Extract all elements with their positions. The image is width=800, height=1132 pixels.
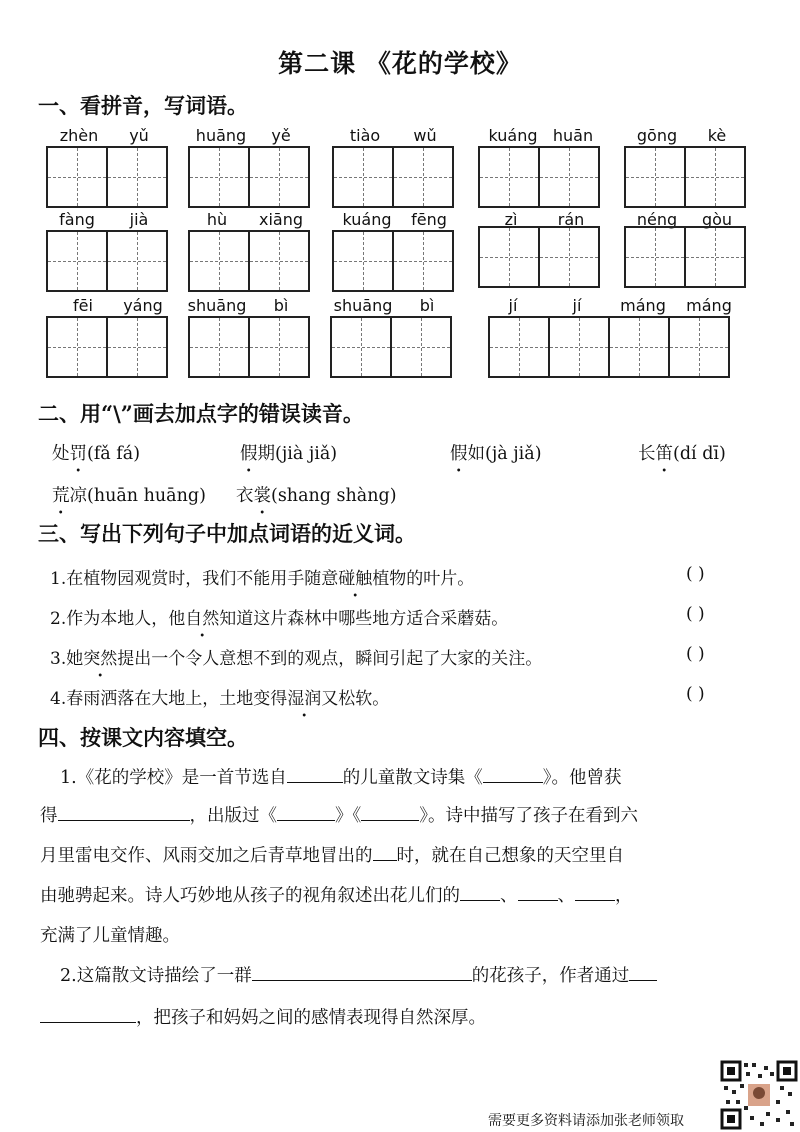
writing-grid[interactable] [332,146,452,208]
writing-grid[interactable] [624,226,744,288]
answer-parentheses[interactable]: ( ) [686,684,705,704]
writing-grid[interactable] [332,230,452,292]
pinyin: gōng [636,126,678,145]
writing-grid[interactable] [46,146,166,208]
pinyin: kuáng [342,210,392,229]
pinyin: wǔ [413,126,437,145]
blank[interactable] [460,882,500,901]
section-4-heading: 四、按课文内容填空。 [38,725,248,750]
pinyin: fàng [59,210,95,229]
fill-line: 充满了儿童情趣。 [40,926,180,946]
pinyin: rán [557,210,585,229]
pinyin: yáng [123,296,163,315]
pronunciation-item: 假期(jià jiǎ) [240,444,338,464]
fill-line: 得 ，出版过《 》《 》。诗中描写了孩子在看到六 [40,796,638,836]
pinyin: kuáng [488,126,538,145]
pinyin: fēng [411,210,447,229]
pinyin: huān [552,126,594,145]
answer-parentheses[interactable]: ( ) [686,644,705,664]
fill-line: ，把孩子和妈妈之间的感情表现得自然深厚。 [40,998,486,1038]
blank[interactable] [287,764,343,783]
pinyin: kè [707,126,727,145]
pinyin: yǔ [129,126,149,145]
synonym-question: 1.在植物园观赏时，我们不能用手随意碰触植物的叶片。 [50,569,475,589]
pinyin: shuāng [333,296,393,315]
pinyin: néng [636,210,678,229]
qr-code-icon [720,1060,798,1130]
blank[interactable] [40,1004,136,1023]
writing-grid[interactable] [188,316,308,378]
pinyin: hù [206,210,228,229]
section-1-heading: 一、看拼音，写词语。 [38,93,248,118]
pinyin: zì [504,210,518,229]
pinyin: yě [271,126,291,145]
pinyin: zhèn [59,126,99,145]
answer-parentheses[interactable]: ( ) [686,564,705,584]
page-title: 第二课 《花的学校》 [278,49,522,78]
pinyin: xiāng [258,210,303,229]
pronunciation-item: 衣裳(shang shàng) [236,486,397,506]
writing-grid[interactable] [488,316,728,378]
pinyin: tiào [349,126,381,145]
writing-grid[interactable] [46,316,166,378]
pronunciation-item: 长笛(dí dī) [638,444,726,464]
pronunciation-item: 假如(jà jiǎ) [450,444,542,464]
blank[interactable] [483,764,543,783]
blank[interactable] [575,882,615,901]
pinyin: máng [620,296,666,315]
pinyin: jí [508,296,518,315]
blank[interactable] [518,882,558,901]
pinyin: fēi [73,296,93,315]
writing-grid[interactable] [188,146,308,208]
synonym-question: 4.春雨洒落在大地上，土地变得湿润又松软。 [50,689,390,709]
fill-line: 由驰骋起来。诗人巧妙地从孩子的视角叙述出花儿们的 、 、 ， [40,876,633,916]
synonym-question: 2.作为本地人，他自然知道这片森林中哪些地方适合采蘑菇。 [50,609,509,629]
pinyin: máng [686,296,732,315]
blank[interactable] [373,842,397,861]
blank[interactable] [252,962,472,981]
section-2-heading: 二、用“\”画去加点字的错误读音。 [38,401,364,426]
answer-parentheses[interactable]: ( ) [686,604,705,624]
blank[interactable] [361,802,419,821]
blank[interactable] [58,802,190,821]
writing-grid[interactable] [478,226,598,288]
pronunciation-item: 处罚(fǎ fá) [52,444,141,464]
blank[interactable] [277,802,335,821]
pinyin: shuāng [187,296,247,315]
fill-line: 2.这篇散文诗描绘了一群 的花孩子，作者通过 [60,956,657,996]
fill-line: 1.《花的学校》是一首节选自 的儿童散文诗集《 》。他曾获 [60,758,621,798]
fill-line: 月里雷电交作、风雨交加之后青草地冒出的 时，就在自己想象的天空里自 [40,836,624,876]
pinyin: jí [572,296,582,315]
blank[interactable] [629,962,657,981]
writing-grid[interactable] [624,146,744,208]
pinyin: huāng [195,126,247,145]
section-3-heading: 三、写出下列句子中加点词语的近义词。 [38,521,416,546]
footer-note: 需要更多资料请添加张老师领取 [488,1113,684,1129]
synonym-question: 3.她突然提出一个令人意想不到的观点，瞬间引起了大家的关注。 [50,649,543,669]
writing-grid[interactable] [188,230,308,292]
pinyin: jià [129,210,149,229]
writing-grid[interactable] [330,316,450,378]
writing-grid[interactable] [478,146,598,208]
pinyin: bì [273,296,289,315]
pronunciation-item: 荒凉(huān huāng) [52,486,206,506]
pinyin: gòu [701,210,733,229]
writing-grid[interactable] [46,230,166,292]
pinyin: bì [419,296,435,315]
